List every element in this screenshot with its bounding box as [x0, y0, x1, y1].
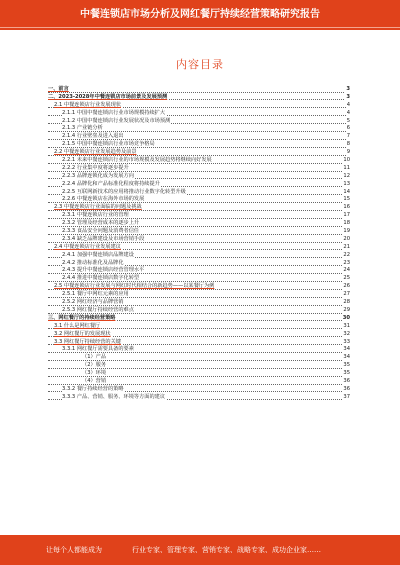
toc-entry-text: 2.1.2 中国中餐连锁店行业发展状况及市场预测: [62, 117, 171, 124]
toc-entry-text: 2.1.1 中国中餐连锁店行业市场规模持续扩大: [62, 109, 166, 116]
toc-entry[interactable]: [48, 110, 350, 118]
toc-entry[interactable]: [48, 354, 350, 362]
toc-entry-text: 3.1 什么是网红餐厅: [54, 322, 101, 329]
toc-entry-page: 11: [343, 164, 350, 171]
toc-entry-text: 2.2.5 互联网新技术的应用将推动行业数字化转型升级: [62, 188, 186, 195]
toc-entry-text: 2.1.4 行业壁垒及进入退出: [62, 133, 124, 140]
toc-entry-page: 14: [343, 188, 350, 195]
toc-entry[interactable]: [48, 323, 350, 331]
toc-entry-page: 5: [346, 117, 350, 124]
toc-entry-text: 2.3 中餐连锁店行业面临的问题及挑战: [54, 204, 142, 211]
toc-entry-text: （2）服务: [82, 362, 107, 369]
toc-entry-page: 12: [343, 172, 350, 179]
toc-entry-page: 28: [343, 299, 350, 306]
toc-entry-text: 2.5.2 网红经济与品牌营销: [62, 299, 124, 306]
toc-entry-text: 2.2.6 中餐连锁店在海外市场的发展: [62, 196, 145, 203]
toc-entry-text: 2.2 中餐连锁店行业发展趋势及前景: [54, 149, 137, 156]
toc-entry-page: 9: [346, 149, 350, 156]
toc-entry-text: （1）产品: [82, 354, 107, 361]
toc-entry-page: 6: [346, 125, 350, 132]
toc-entry[interactable]: [48, 173, 350, 181]
toc-entry-text: （4）营销: [82, 377, 107, 384]
toc-entry-page: 33: [343, 338, 350, 345]
toc-entry-page: 24: [343, 267, 350, 274]
toc-entry[interactable]: [48, 212, 350, 220]
toc-entry-text: 2.2.1 未来中餐连锁店行业的市场规模及发展趋势将继续向好发展: [62, 157, 212, 164]
toc-entry[interactable]: [48, 378, 350, 386]
header-rule: [0, 27, 400, 28]
toc-entry[interactable]: [48, 362, 350, 370]
toc-entry-page: 8: [346, 141, 350, 148]
toc-title: 内容目录: [176, 58, 224, 71]
toc-entry-page: 34: [343, 346, 350, 353]
toc-entry-page: 16: [343, 204, 350, 211]
toc-entry-text: 3.3.2 餐厅持续经营的策略: [62, 385, 124, 392]
dot-leader: [48, 86, 350, 93]
toc-entry[interactable]: [48, 315, 350, 323]
toc-entry[interactable]: [48, 220, 350, 228]
toc-entry-text: 2.5.3 网红餐厅持续经营的难点: [62, 306, 134, 313]
toc-entry[interactable]: [48, 394, 350, 402]
toc-entry-page: 34: [343, 354, 350, 361]
table-of-contents: [48, 86, 350, 402]
toc-entry[interactable]: [48, 370, 350, 378]
toc-entry-page: 23: [343, 259, 350, 266]
toc-entry-text: 三、网红餐厅的持续经营策略: [48, 314, 116, 321]
toc-entry[interactable]: [48, 386, 350, 394]
toc-entry[interactable]: [48, 94, 350, 102]
toc-entry-text: 2.3.4 缺乏品牌建设及市场营销手段: [62, 235, 145, 242]
toc-entry-page: 3: [346, 93, 350, 100]
toc-entry[interactable]: [48, 299, 350, 307]
toc-entry[interactable]: [48, 165, 350, 173]
toc-entry-page: 3: [346, 86, 350, 92]
toc-entry[interactable]: [48, 331, 350, 339]
toc-entry[interactable]: [48, 228, 350, 236]
toc-entry-page: 13: [343, 180, 350, 187]
toc-entry[interactable]: [48, 181, 350, 189]
toc-entry-page: 21: [343, 243, 350, 250]
toc-entry-text: 2.3.2 管理及经营成本的逐步上升: [62, 220, 140, 227]
toc-entry-text: （3）环境: [82, 370, 107, 377]
toc-entry[interactable]: [48, 141, 350, 149]
toc-entry-page: 15: [343, 196, 350, 203]
toc-entry[interactable]: [48, 252, 350, 260]
footer-slogan-right: 行业专家、管理专家、营销专家、战略专家、成功企业家……: [132, 546, 321, 554]
toc-entry-text: 3.2 网红餐厅的发展现状: [54, 330, 111, 337]
toc-entry-text: 2.1.3 产业链分析: [62, 125, 103, 132]
report-header: [0, 0, 400, 30]
toc-entry-page: 30: [342, 314, 350, 321]
toc-entry-text: 2.4 中餐连锁店行业发展建议: [54, 243, 121, 250]
toc-entry-text: 一、前言: [48, 86, 69, 92]
toc-entry-page: 18: [343, 220, 350, 227]
toc-entry-text: 2.2.3 品牌连锁化成为发展方向: [62, 172, 134, 179]
toc-entry-text: 2.4.1 加强中餐连锁店品牌建设: [62, 251, 134, 258]
toc-entry-page: 35: [343, 370, 350, 377]
toc-entry-page: 10: [343, 157, 350, 164]
toc-entry-text: 2.2.2 行业集中度将逐步提升: [62, 164, 129, 171]
toc-entry-page: 4: [346, 109, 350, 116]
toc-entry-text: 3.3.1 网红餐厅需要具备的要素: [62, 346, 134, 353]
toc-entry-page: 31: [343, 322, 350, 329]
toc-entry-text: 2.2.4 品牌化和产品标准化程度将持续提升: [62, 180, 160, 187]
toc-entry-page: 20: [343, 235, 350, 242]
toc-entry[interactable]: [48, 244, 350, 252]
toc-entry[interactable]: [48, 102, 350, 110]
toc-entry-page: 36: [343, 385, 350, 392]
toc-entry[interactable]: [48, 283, 350, 291]
toc-entry-text: 2.5 中餐连锁店行业发展与网红时代相结合的新趋势——以某餐厅为例: [54, 283, 215, 290]
toc-entry-page: 36: [343, 377, 350, 384]
toc-entry-page: 25: [343, 275, 350, 282]
toc-entry-text: 2.1.5 中国中餐连锁店行业市场竞争格局: [62, 141, 155, 148]
toc-entry-page: 29: [343, 306, 350, 313]
toc-entry-text: 3.3 网红餐厅持续经营的关键: [54, 338, 121, 345]
toc-entry-text: 2.3.3 食品安全问题及消费者信任: [62, 228, 140, 235]
toc-entry-text: 二、2023-2028年中餐连锁店市场前景及发展预测: [48, 93, 168, 100]
toc-entry[interactable]: [48, 236, 350, 244]
toc-entry-text: 2.5.1 餐厅中网红元素的应用: [62, 291, 129, 298]
toc-entry-text: 2.1 中餐连锁店行业发展现状: [54, 101, 121, 108]
toc-entry-text: 2.3.1 中餐连锁店行业的管理: [62, 212, 129, 219]
toc-entry-page: 4: [346, 101, 350, 108]
toc-entry-page: 19: [343, 228, 350, 235]
toc-entry-page: 27: [343, 291, 350, 298]
toc-entry-text: 2.4.2 推动标准化及品牌化: [62, 259, 124, 266]
toc-entry[interactable]: [48, 157, 350, 165]
toc-entry-text: 2.4.3 提升中餐连锁店经营管理水平: [62, 267, 145, 274]
toc-entry-page: 7: [346, 133, 350, 140]
toc-entry[interactable]: [48, 291, 350, 299]
report-title: 中餐连锁店市场分析及网红餐厅持续经营策略研究报告: [80, 9, 320, 20]
toc-entry[interactable]: [48, 149, 350, 157]
footer-slogan-left: 让每个人都能成为: [46, 546, 102, 554]
toc-entry-text: 2.4.4 推进中餐连锁店数字化转型: [62, 275, 140, 282]
toc-entry-page: 35: [343, 362, 350, 369]
toc-entry-text: 3.3.3 产品、营销、服务、环境等方面的建议: [62, 393, 166, 400]
toc-entry-page: 26: [343, 283, 350, 290]
toc-entry[interactable]: [48, 86, 350, 94]
toc-entry-page: 37: [343, 393, 350, 400]
toc-entry[interactable]: [48, 307, 350, 315]
report-footer: [0, 535, 400, 565]
toc-entry-page: 32: [343, 330, 350, 337]
toc-entry-page: 17: [343, 212, 350, 219]
toc-entry-page: 22: [343, 251, 350, 258]
